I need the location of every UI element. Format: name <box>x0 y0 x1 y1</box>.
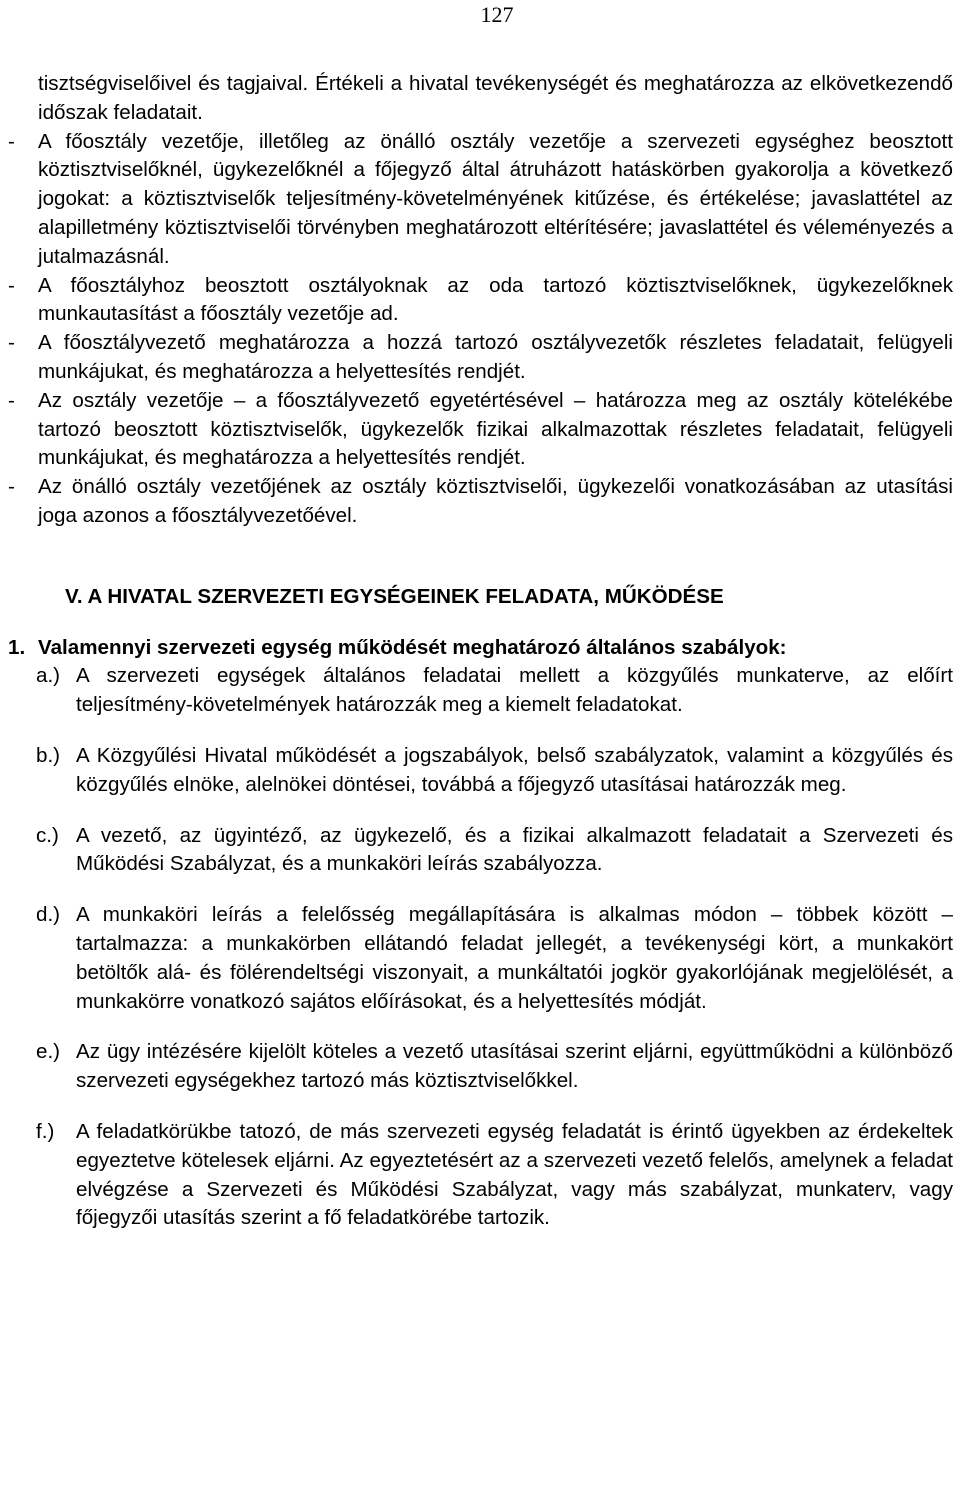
lettered-item <box>8 901 953 1016</box>
subsection-heading <box>8 634 953 663</box>
section-heading: V. A HIVATAL SZERVEZETI EGYSÉGEINEK FELADATA, MŰKÖDÉSE <box>65 584 724 608</box>
lettered-item <box>8 822 953 880</box>
lettered-item <box>8 1118 953 1233</box>
dash-item <box>8 387 953 473</box>
item-text: Az ügy intézésére kijelölt köteles a vezető utasításai szerint eljárni, együttműködni a különböző szervezeti egységekhez tartozó más köztisztviselőkkel. <box>76 1040 953 1093</box>
item-text: A feladatkörükbe tatozó, de más szervezeti egység feladatát is érintő ügyekben az érdekeltek egyeztetve kötelesek eljárni. Az egyeztetésért az a szervezeti vezető felelős, amelynek a feladat elvégzése a Szervezeti és Működési Szabályzat, vagy más szabályzat, munkaterv, vagy főjegyzői utasítás szerint a fő feladatkörébe tartozik. <box>76 1119 953 1230</box>
lettered-list <box>8 662 953 1233</box>
dash-item-text: Az osztály vezetője – a főosztályvezető egyetértésével – határozza meg az osztály kötelékébe tartozó beosztott köztisztviselők, ügykezelők fizikai alkalmazottak részletes feladatait, felügyeli munkájukat, és meghatározza a helyettesítés rendjét. <box>38 388 953 470</box>
dash-marker: - <box>8 475 15 499</box>
dash-item <box>8 128 953 272</box>
dash-marker: - <box>8 129 15 153</box>
lettered-item <box>8 742 953 800</box>
document-body <box>8 70 953 1233</box>
dash-marker: - <box>8 331 15 355</box>
dash-item-text: Az önálló osztály vezetőjének az osztály köztisztviselői, ügykezelői vonatkozásában az utasítási joga azonos a főosztályvezetőével. <box>38 475 953 527</box>
item-text: A szervezeti egységek általános feladatai mellett a közgyűlés munkaterve, az előírt teljesítmény-követelmények határozzák meg a kiemelt feladatokat. <box>76 664 953 717</box>
lettered-item <box>8 662 953 720</box>
dash-item <box>8 329 953 387</box>
dash-marker: - <box>8 388 15 412</box>
dash-item-text: A főosztály vezetője, illetőleg az önálló osztály vezetője a szervezeti egységhez beosztott köztisztviselőknél, ügykezelőknél a főjegyző által átruházott hatáskörben gyakorolja a következő jogokat: a köztisztviselők teljesítmény-követelményének kitűzése, és értékelése; javaslattétel az alapilletmény köztisztviselői törvényben meghatározott eltérítésére; javaslattétel és véleményezés a jutalmazásnál. <box>38 129 953 268</box>
page-number: 127 <box>480 2 514 27</box>
subsection-number: 1. <box>8 635 26 659</box>
dash-list <box>8 128 953 531</box>
item-text: A Közgyűlési Hivatal működését a jogszabályok, belső szabályzatok, valamint a közgyűlés és közgyűlés elnöke, alelnökei döntései, továbbá a főjegyző utasításai határozzák meg. <box>76 743 953 796</box>
item-label: a.) <box>36 664 61 688</box>
item-label: f.) <box>36 1119 55 1143</box>
item-label: d.) <box>36 903 61 927</box>
subsection-title: Valamennyi szervezeti egység működését meghatározó általános szabályok: <box>38 635 787 659</box>
dash-item <box>8 272 953 330</box>
dash-item-text: A főosztályhoz beosztott osztályoknak az oda tartozó köztisztviselőknek, ügykezelőknek munkautasítást a főosztály vezetője ad. <box>38 273 953 326</box>
lettered-item <box>8 1038 953 1096</box>
dash-item-text: A főosztályvezető meghatározza a hozzá tartozó osztályvezetők részletes feladatait, felügyeli munkájukat, és meghatározza a helyettesítés rendjét. <box>38 331 953 383</box>
item-label: b.) <box>36 743 61 767</box>
item-label: c.) <box>36 823 59 847</box>
dash-item <box>8 473 953 531</box>
item-label: e.) <box>36 1040 61 1064</box>
item-text: A munkaköri leírás a felelősség megállapítására is alkalmas módon – többek között – tartalmazza: a munkakörben ellátandó feladat jellegét, a tevékenységi kört, a munkakört betöltők alá- és fölérendeltségi viszonyait, a munkáltatói jogkör gyakorlójának megjelölését, a munkakörre vonatkozó sajátos előírásokat, és a helyettesítés módját. <box>76 903 953 1013</box>
intro-paragraph: tisztségviselőivel és tagjaival. Értékeli a hivatal tevékenységét és meghatározza az elkövetkezendő időszak feladatait. <box>38 72 953 124</box>
item-text: A vezető, az ügyintéző, az ügykezelő, és a fizikai alkalmazott feladatait a Szervezeti és Működési Szabályzat, és a munkaköri leírás szabályozza. <box>76 823 953 876</box>
dash-marker: - <box>8 273 15 297</box>
